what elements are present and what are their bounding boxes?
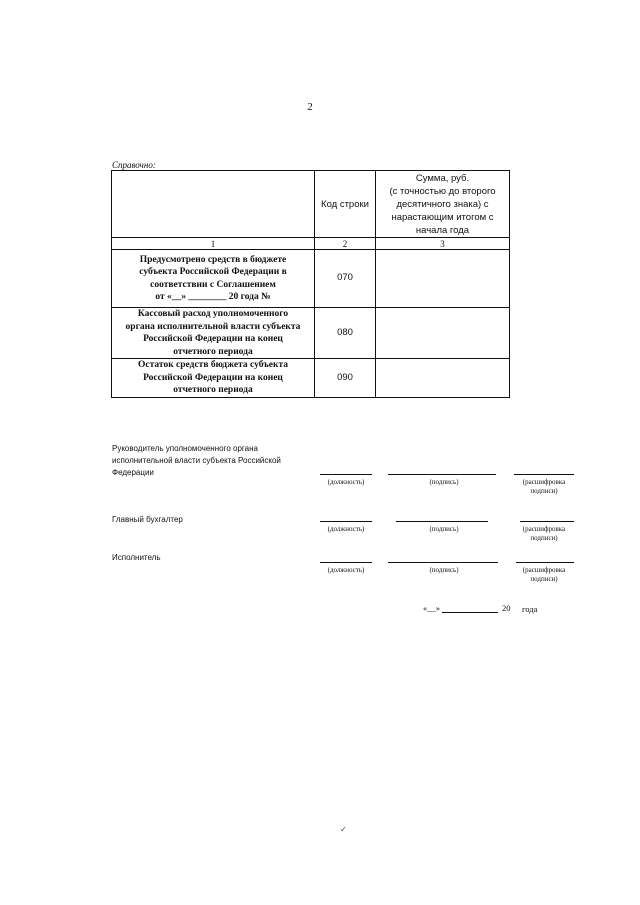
decode-caption-line: (расшифровка xyxy=(522,566,566,574)
row-label-line: отчетного периода xyxy=(173,385,253,396)
decode-caption xyxy=(510,525,578,543)
row-label-line: Кассовый расход уполномоченного xyxy=(137,309,289,319)
decode-caption-line: (расшифровка xyxy=(522,525,566,533)
signer-head-title xyxy=(112,443,281,479)
signer-title-line: Руководитель уполномоченного органа xyxy=(112,444,258,453)
row-value-cell[interactable] xyxy=(376,359,510,398)
signer-accountant-title: Главный бухгалтер xyxy=(112,515,183,524)
row-label xyxy=(112,308,315,359)
header-amount-line: десятичного знака) с xyxy=(396,198,489,210)
row-label-line: Предусмотрено средств в бюджете xyxy=(139,254,287,265)
row-label-line: отчетного периода xyxy=(173,346,253,357)
row-code: 080 xyxy=(315,308,376,359)
date-century: 20 xyxy=(502,603,511,613)
decode-caption-line: подписи) xyxy=(530,575,558,583)
row-label xyxy=(112,250,315,308)
page-number: 2 xyxy=(307,101,313,113)
position-line[interactable] xyxy=(320,562,372,563)
row-value-cell[interactable] xyxy=(376,308,510,359)
decode-line[interactable] xyxy=(516,562,574,563)
row-label xyxy=(112,359,315,398)
signature-line[interactable] xyxy=(396,521,488,522)
decode-caption xyxy=(510,566,578,584)
decode-caption-line: подписи) xyxy=(530,534,558,542)
decode-line[interactable] xyxy=(514,474,574,475)
row-label-line: Остаток средств бюджета субъекта xyxy=(138,360,288,371)
reference-label: Справочно: xyxy=(112,160,156,170)
row-label-line: от «__» ________ 20 года № xyxy=(155,292,271,302)
signature-caption: (подпись) xyxy=(429,566,459,574)
column-number-row xyxy=(112,238,510,250)
column-number: 1 xyxy=(112,238,315,250)
table-header-row xyxy=(112,171,510,238)
column-number: 2 xyxy=(315,238,376,250)
signature-line[interactable] xyxy=(388,474,496,475)
header-amount-line: начала года xyxy=(415,224,470,236)
header-cell-code: Код строки xyxy=(315,171,376,238)
row-label-line: субъекта Российской Федерации в xyxy=(139,267,287,277)
position-line[interactable] xyxy=(320,521,372,522)
signer-title-line: Федерации xyxy=(112,468,154,477)
date-suffix: года xyxy=(522,604,538,614)
table-row xyxy=(112,250,510,308)
table-row xyxy=(112,359,510,398)
table-row xyxy=(112,308,510,359)
header-amount-line: Сумма, руб. xyxy=(415,172,470,184)
date-day: «__» xyxy=(423,603,440,613)
signature-caption: (подпись) xyxy=(429,525,459,533)
footer-mark: ✓ xyxy=(340,825,347,834)
position-caption: (должность) xyxy=(327,525,365,533)
row-code: 070 xyxy=(315,250,376,308)
row-label-line: органа исполнительной власти субъекта xyxy=(125,321,301,332)
row-label-line: Российской Федерации на конец xyxy=(143,372,283,383)
signer-executor-title: Исполнитель xyxy=(112,553,161,562)
header-cell-indicator xyxy=(112,171,315,238)
row-label-line: Российской Федерации на конец xyxy=(143,334,283,344)
decode-caption xyxy=(510,478,578,496)
signature-caption: (подпись) xyxy=(429,478,459,486)
position-caption: (должность) xyxy=(327,566,365,574)
column-number: 3 xyxy=(376,238,510,250)
row-code: 090 xyxy=(315,359,376,398)
signer-title-line: исполнительной власти субъекта Российской xyxy=(112,456,281,465)
header-amount-line: (с точностью до второго xyxy=(389,185,496,197)
header-cell-amount xyxy=(376,171,510,238)
header-amount-line: нарастающим итогом с xyxy=(391,211,494,223)
reference-table xyxy=(111,170,510,398)
row-label-line: соответствии с Соглашением xyxy=(150,279,276,290)
decode-caption-line: (расшифровка xyxy=(522,478,566,486)
position-line[interactable] xyxy=(320,474,372,475)
decode-line[interactable] xyxy=(520,521,574,522)
position-caption: (должность) xyxy=(327,478,365,486)
date-month-line[interactable] xyxy=(442,612,498,613)
signature-line[interactable] xyxy=(388,562,498,563)
row-value-cell[interactable] xyxy=(376,250,510,308)
decode-caption-line: подписи) xyxy=(530,487,558,495)
